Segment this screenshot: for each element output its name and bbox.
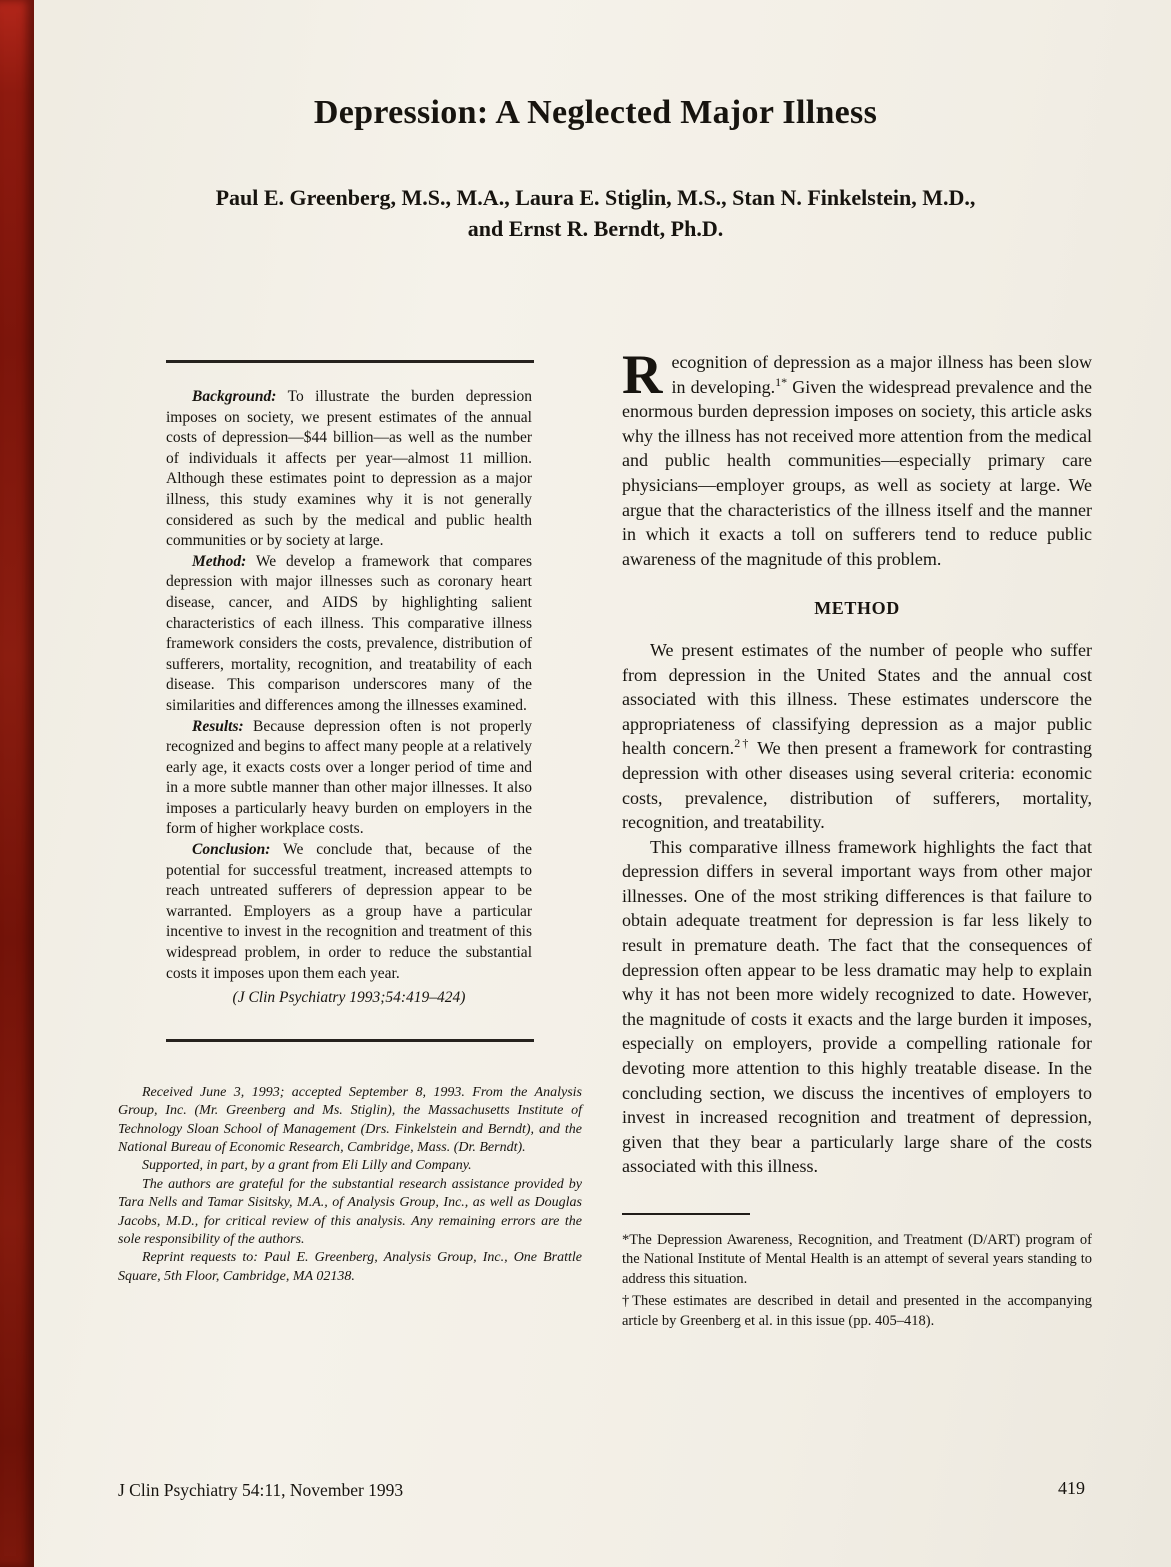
- opening-text-part1: ecognition of depression as a major illness has been slow in developing.: [671, 352, 1092, 397]
- page-number: 419: [1058, 1478, 1085, 1498]
- footnote-received: Received June 3, 1993; accepted September 8, 1993. From the Analysis Group, Inc. (Mr. Greenberg and Ms. Stiglin), the Massachusetts Institute of Technology Sloan School of Management (Drs. Finkelstein and Berndt), and the National Bureau of Economic Research, Cambridge, Mass. (Dr. Berndt).: [118, 1084, 582, 1156]
- opening-text-part2: Given the widespread prevalence and the enormous burden depression imposes on society, this article asks why the illness has not received more attention from the medical and public health communities—especially primary care physicians—employer groups, as well as society at large. We argue that the characteristics of the illness itself and the manner in which it exacts a toll on sufferers tend to reduce public awareness of the magnitude of this problem.: [622, 376, 1092, 569]
- method-paragraph-2: This comparative illness framework highlights the fact that depression differs in several important ways from other major illnesses. One of the most striking differences is that failure to obtain adequate treatment for depression is far less likely to result in premature death. The fact that the consequences of depression often appear to be less dramatic may help to explain why it has not been more widely recognized to date. However, the magnitude of costs it exacts and the large burden it imposes, especially on employers, provide a compelling rationale for devoting more attention to this highly treatable disease. In the concluding section, we discuss the incentives of employers to invest in increased recognition and treatment of depression, given that they bear a particularly large share of the costs associated with this illness.: [622, 836, 1092, 1177]
- abstract-citation: (J Clin Psychiatry 1993;54:419–424): [232, 989, 466, 1007]
- abstract-background: [166, 387, 532, 552]
- journal-issue-footer: J Clin Psychiatry 54:11, November 1993: [118, 1480, 404, 1500]
- method-p1-part2: We then present a framework for contrasting depression with other diseases using several criteria: economic costs, prevalence, distribution of sufferers, mortality, recognition, and treatability.: [622, 738, 1092, 833]
- opening-paragraph: [622, 344, 1092, 571]
- left-column: [118, 360, 582, 1286]
- abstract-text-results: Because depression often is not properly recognized and begins to affect many people at a relatively early age, it exacts costs over a longer period of time and in a more subtle manner than other major illnesses. It also imposes a particularly heavy burden on employers in the form of higher workplace costs.: [166, 717, 532, 838]
- method-p1-part1: We present estimates of the number of people who suffer from depression in the United States and the annual cost associated with this illness. These estimates underscore the appropriateness of classifying depression as a major public health concern.: [622, 639, 1092, 759]
- abstract-label-results: Results:: [192, 717, 244, 735]
- abstract-text-method: We develop a framework that compares depression with major illnesses such as coronary heart disease, cancer, and AIDS by highlighting salient characteristics of each illness. This comparative illness framework considers the costs, prevalence, distribution of sufferers, mortality, recognition, and treatability of each disease. This comparison underscores many of the similarities and differences among the illnesses examined.: [166, 552, 532, 714]
- footnote-support: Supported, in part, by a grant from Eli Lilly and Company.: [142, 1158, 472, 1174]
- article-authors: [70, 182, 1121, 244]
- abstract-label-conclusion: Conclusion:: [192, 841, 271, 859]
- footnote-separator-rule: [622, 1213, 750, 1215]
- abstract-box: [166, 360, 534, 1042]
- abstract-label-method: Method:: [192, 552, 247, 570]
- scan-edge-stripe: [0, 0, 34, 1567]
- abstract-method: [166, 552, 532, 717]
- abstract-text-background: To illustrate the burden depression imposes on society, we present estimates of the annual costs of depression—$44 billion—as well as the number of individuals it affects per year—almost 11 million. Although these estimates point to depression as a major illness, this study examines why it is not generally considered as such by the medical and public health communities or by society at large.: [166, 388, 532, 550]
- reference-superscript-1: 1*: [775, 374, 788, 389]
- method-paragraph-1: [622, 638, 1092, 835]
- footnote-dart: *The Depression Awareness, Recognition, and Treatment (D/ART) program of the National Institute of Mental Health is an attempt of several years standing to address this situation.: [622, 1232, 1092, 1287]
- abstract-text-conclusion: We conclude that, because of the potential for successful treatment, increased attempts to reach untreated sufferers of depression appear to be warranted. Employers as a group have a particular incentive to invest in the recognition and treatment of this widespread problem, in order to reduce the substantial costs it imposes upon them each year.: [166, 841, 532, 982]
- dropcap-letter: R: [622, 344, 663, 406]
- footnote-reprints: Reprint requests to: Paul E. Greenberg, Analysis Group, Inc., One Brattle Square, 5th Floor, Cambridge, MA 02138.: [118, 1250, 582, 1284]
- right-column: [622, 344, 1092, 1334]
- footnote-acknowledgments: The authors are grateful for the substantial research assistance provided by Tara Nells and Tamar Sisitsky, M.A., of Analysis Group, Inc., as well as Douglas Jacobs, M.D., for critical review of this analysis. Any remaining errors are the sole responsibility of the authors.: [118, 1176, 582, 1248]
- method-section-heading: METHOD: [814, 598, 900, 619]
- author-footnotes-block: [118, 1084, 582, 1286]
- article-title: Depression: A Neglected Major Illness: [313, 94, 878, 131]
- article-header: [70, 94, 1121, 244]
- reference-superscript-2: 2†: [734, 736, 751, 751]
- abstract-results: [166, 717, 532, 841]
- authors-line-1: Paul E. Greenberg, M.S., M.A., Laura E. Stiglin, M.S., Stan N. Finkelstein, M.D.,: [215, 185, 976, 210]
- footnote-estimates: †These estimates are described in detail and presented in the accompanying article by Greenberg et al. in this issue (pp. 405–418).: [622, 1293, 1092, 1329]
- authors-line-2: and Ernst R. Berndt, Ph.D.: [467, 216, 724, 241]
- abstract-conclusion: [166, 840, 532, 984]
- abstract-label-background: Background:: [192, 388, 277, 405]
